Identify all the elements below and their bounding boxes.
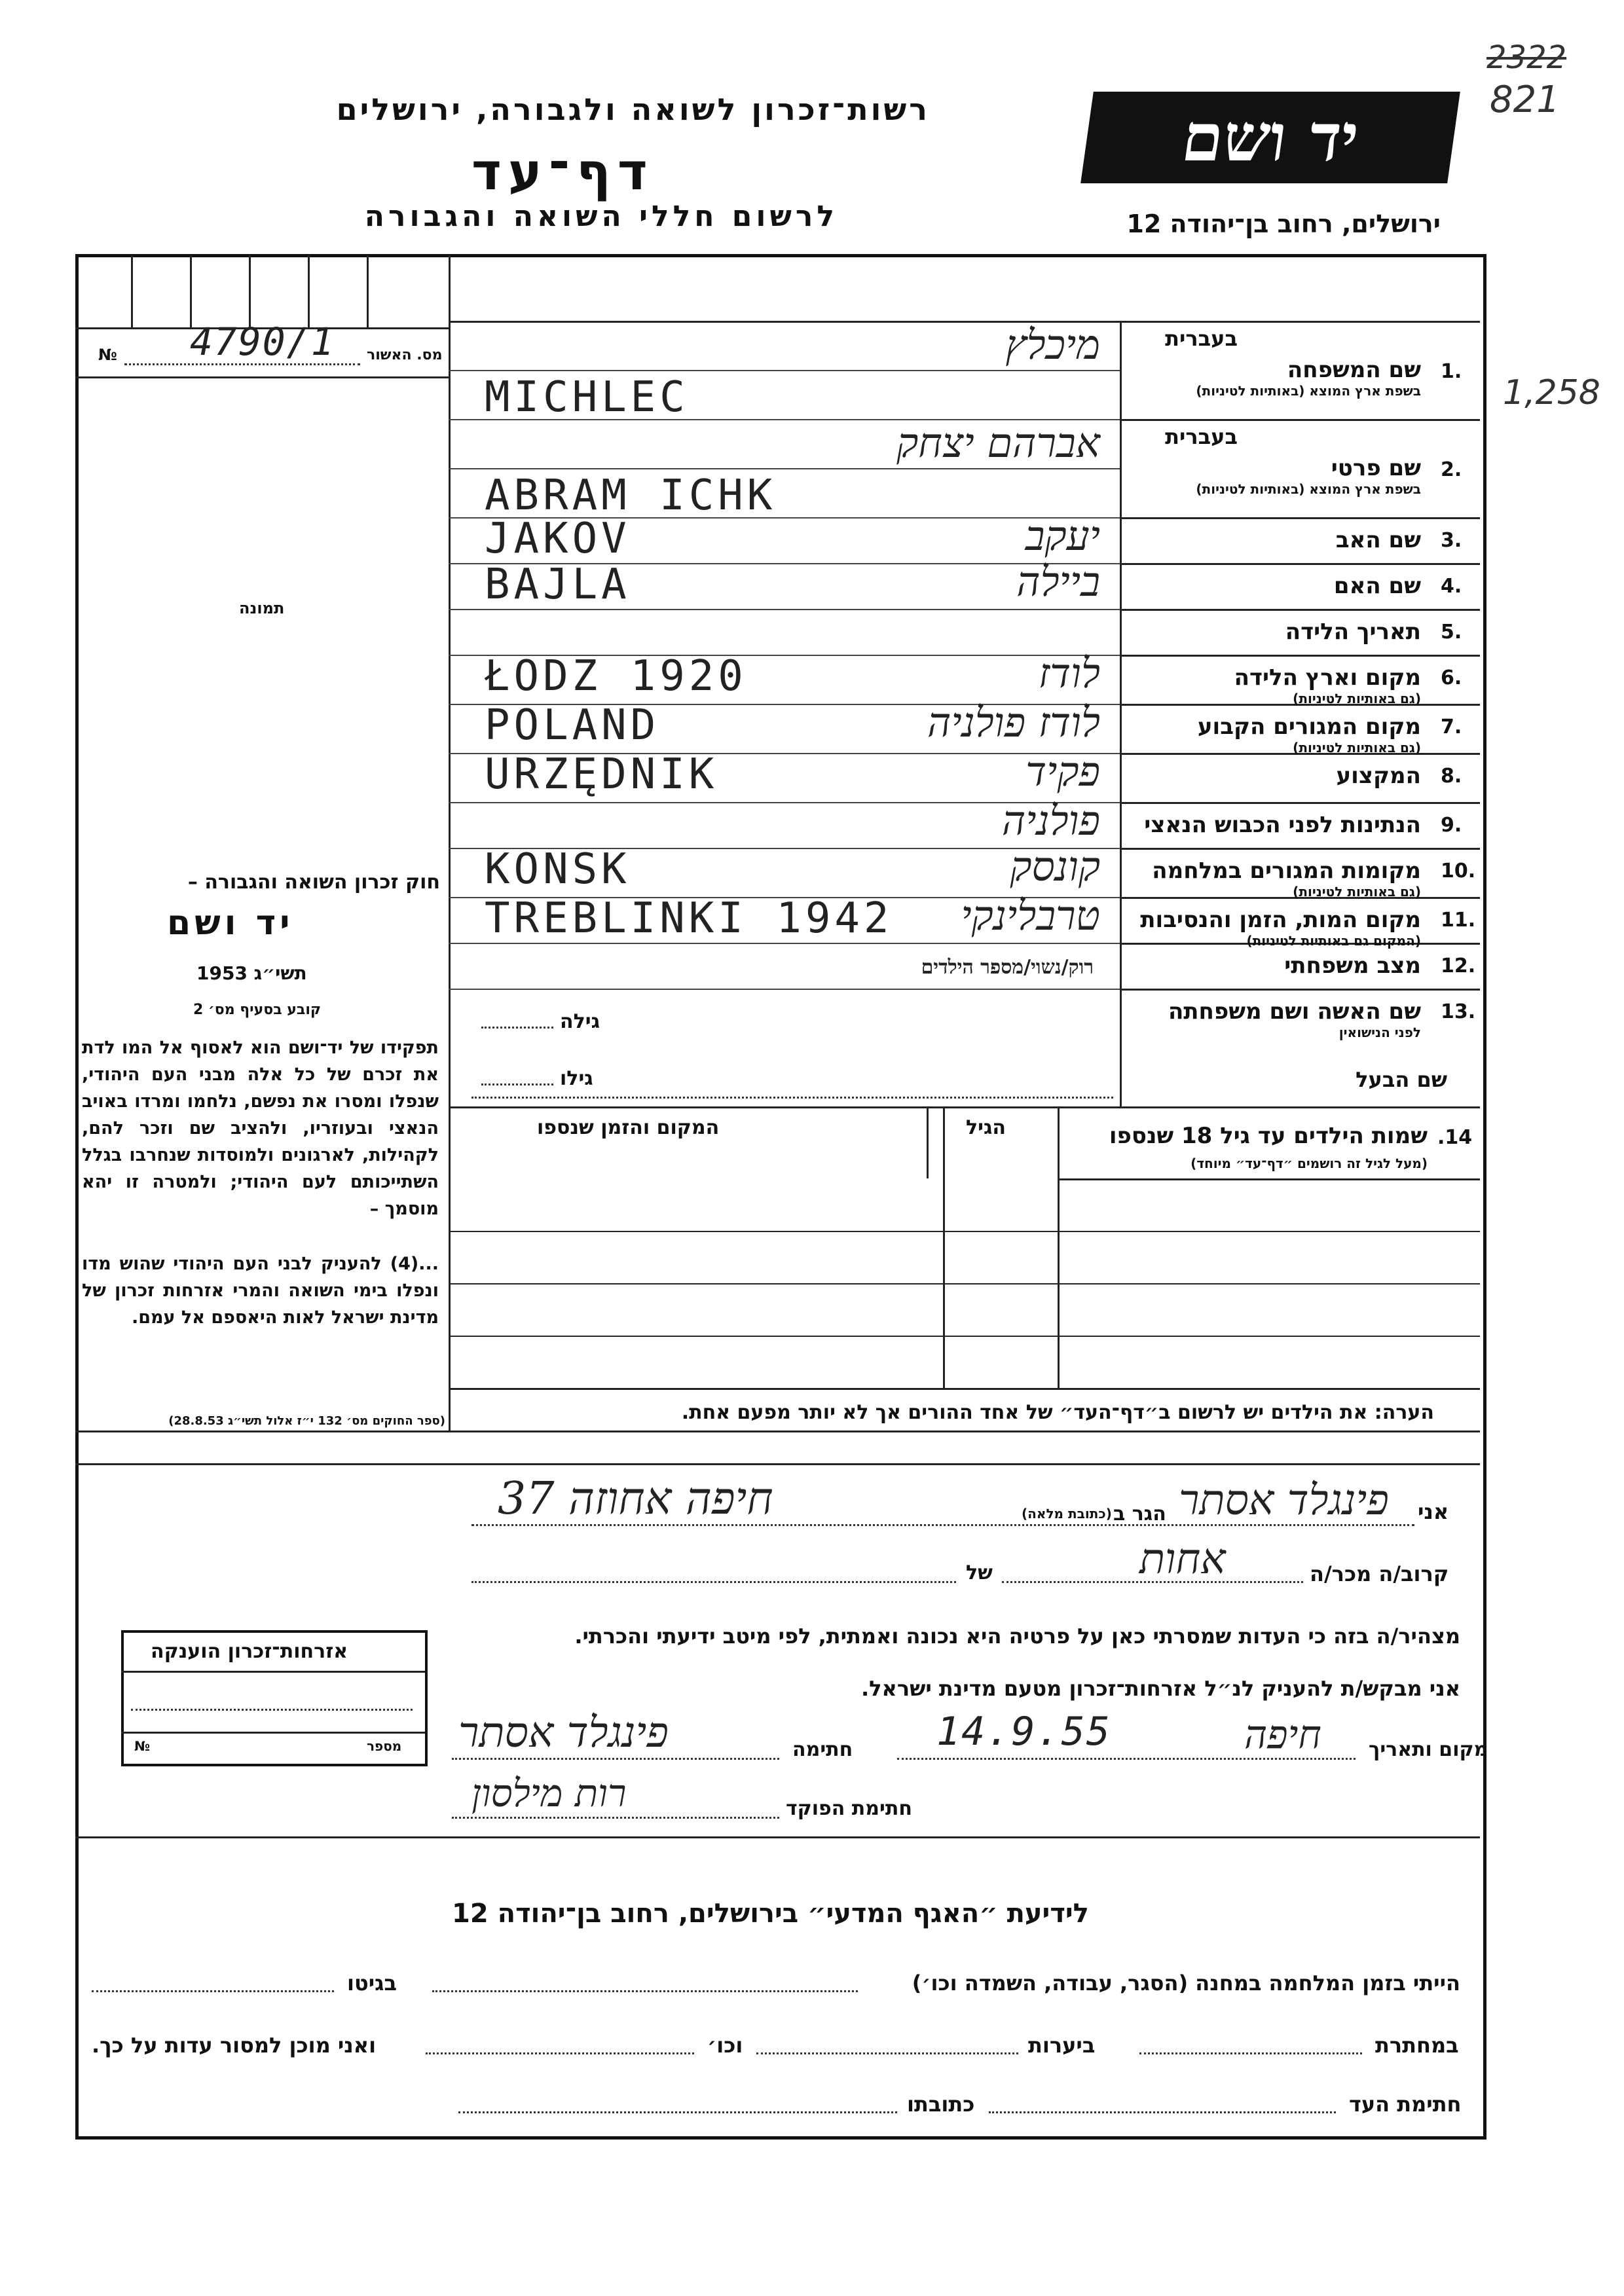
row13-age-f: גילה bbox=[560, 1010, 600, 1033]
row13-age-m: גילו bbox=[560, 1067, 593, 1090]
row-label: מקום המות, הזמן והנסיבות (המקום גם באותיות לטיניות) bbox=[1140, 907, 1421, 949]
decl-signature-label: חתימה bbox=[792, 1738, 853, 1761]
footer-line2a: במחתרת bbox=[1375, 2033, 1459, 2058]
row-number: 11. bbox=[1441, 909, 1476, 932]
row-value-latin: MICHLEC bbox=[485, 373, 689, 422]
row-label: תאריך הלידה bbox=[1285, 619, 1421, 645]
header-title: דף־עד bbox=[471, 143, 654, 202]
approval-value: 4790/1 bbox=[190, 319, 335, 364]
decl-name: פינגלד אסתר bbox=[1179, 1476, 1389, 1525]
row-label: הנתינות לפני הכבוש הנאצי bbox=[1144, 812, 1421, 838]
row-top-label: בעברית bbox=[1165, 424, 1238, 449]
row-number: 6. bbox=[1441, 666, 1462, 689]
row-value-latin: TREBLINKI 1942 bbox=[485, 894, 893, 943]
row14-num: 14. bbox=[1437, 1126, 1473, 1149]
approval-no-sign: № bbox=[98, 346, 117, 364]
decl-clerk-label: חתימת הפוקד bbox=[786, 1797, 912, 1820]
law-name: יד ושם bbox=[167, 903, 294, 943]
row-number: 2. bbox=[1441, 458, 1462, 481]
decl-clerk: רות מילסון bbox=[471, 1771, 627, 1815]
row-label: המקצוע bbox=[1336, 763, 1421, 789]
header-authority: רשות־זכרון לשואה ולגבורה, ירושלים bbox=[336, 92, 930, 127]
corner-crossed-number: 2322 bbox=[1486, 39, 1567, 76]
row14-label: שמות הילדים עד גיל 18 שנספו bbox=[1109, 1123, 1428, 1149]
row-top-label: בעברית bbox=[1165, 326, 1238, 351]
row-value-hebrew: מיכלץ bbox=[1005, 321, 1100, 369]
footer-title: לידיעת ״האגף המדעי״ בירושלים, רחוב בן־יהודה 12 bbox=[452, 1899, 1089, 1929]
row-label: מקום וארץ הלידה (גם באותיות לטיניות) bbox=[1234, 665, 1421, 706]
law-ref: (ספר החוקים מס׳ 132 י״ז אלול תשי״ג 28.8.53) bbox=[168, 1414, 445, 1428]
citizenship-box-title: אזרחות־זכרון הוענקה bbox=[151, 1640, 348, 1663]
row-value-hebrew: קונסק bbox=[1010, 843, 1100, 890]
row-label: מקום המגורים הקבוע (גם באותיות לטיניות) bbox=[1197, 714, 1421, 756]
row-value-hebrew: לודז פולניה bbox=[927, 699, 1100, 746]
row-label: מצב משפחתי bbox=[1284, 953, 1421, 979]
logo-text: יד ושם bbox=[1177, 99, 1364, 176]
row-value-latin: ABRAM ICHK bbox=[485, 471, 777, 520]
row-value-latin: KONSK bbox=[485, 845, 631, 894]
decl-i: אני bbox=[1418, 1499, 1449, 1524]
header-subtitle: לרשום חללי השואה והגבורה bbox=[364, 200, 838, 233]
logo bbox=[1080, 92, 1460, 183]
header-address: ירושלים, רחוב בן־יהודה 12 bbox=[1126, 210, 1441, 238]
footer-line3b: כתובתו bbox=[907, 2092, 975, 2117]
decl-relative: קרוב/ה מכר/ה bbox=[1310, 1561, 1449, 1586]
row-value-latin: URZĘDNIK bbox=[485, 750, 718, 799]
footer-line1a: הייתי בזמן המלחמה במחנה (הסגר, עבודה, השמדה וכו׳) bbox=[912, 1971, 1460, 1995]
row-value-latin: ŁODZ 1920 bbox=[485, 652, 747, 701]
note: הערה: את הילדים יש לרשום ב״דף־העד״ של אחד ההורים אך לא יותר מפעם אחת. bbox=[681, 1401, 1434, 1424]
decl-signature: פינגלד אסתר bbox=[458, 1709, 669, 1757]
decl-relation: אחות bbox=[1139, 1535, 1226, 1584]
corner-number: 821 bbox=[1490, 79, 1560, 121]
law-clause: קובע בסעיף מס׳ 2 bbox=[193, 1002, 322, 1018]
side-number: 1,258 bbox=[1503, 373, 1600, 412]
row-label: שם האב bbox=[1335, 527, 1421, 553]
approval-label: מס. האשור bbox=[367, 347, 443, 363]
row-value-hebrew: טרבלינקי bbox=[961, 892, 1100, 939]
row-value-hebrew: רוק/נשוי/מספר הילדים bbox=[921, 956, 1094, 979]
row-number: 8. bbox=[1441, 765, 1462, 788]
row-number: 13. bbox=[1441, 1000, 1476, 1023]
decl-address: חיפה אחוזה 37 bbox=[498, 1473, 773, 1525]
row-number: 5. bbox=[1441, 621, 1462, 644]
decl-request: אני מבקש/ת להעניק לנ״ל אזרחות־זכרון מטעם מדינת ישראל. bbox=[861, 1676, 1460, 1701]
law-year: תשי״ג 1953 bbox=[196, 962, 307, 984]
row-number: 7. bbox=[1441, 716, 1462, 738]
law-text: תפקידו של יד־ושם הוא לאסוף אל המו לדת את זכרם של כל אלה מבני העם היהודי, שנפלו ומסרו את נפשם, נלחמו ומרדו באויב הנאצי ובעוזריו, ולהציב שם וזכר להם, לקהילות, לארגונים ולמוסדות שנחרבו בגלל השתייכותם לעם היהודי; ולמטרה זו יהא מוסמך – bbox=[82, 1038, 439, 1219]
row13-husband: שם הבעל bbox=[1356, 1067, 1447, 1092]
citizenship-box-no-sign: № bbox=[134, 1738, 151, 1754]
row14-col-place: המקום והזמן שנספו bbox=[537, 1116, 720, 1139]
footer-line2d: ואני מוכן למסור עדות על כך. bbox=[92, 2033, 377, 2058]
row-value-hebrew: אברהם יצחק bbox=[896, 419, 1100, 467]
row-number: 1. bbox=[1441, 360, 1462, 383]
row-label: שם האם bbox=[1333, 573, 1421, 599]
citizenship-box-no: מספר bbox=[367, 1738, 402, 1754]
row-value-hebrew: יעקב bbox=[1025, 512, 1100, 560]
row-label: שם פרטי בשפת ארץ המוצא (באותיות לטיניות) bbox=[1196, 455, 1421, 497]
decl-address-hint: (כתובת מלאה) bbox=[1022, 1506, 1112, 1522]
row-number: 12. bbox=[1441, 955, 1476, 977]
row-number: 4. bbox=[1441, 575, 1462, 598]
decl-of: של bbox=[966, 1561, 993, 1584]
footer-line2b: ביערות bbox=[1028, 2033, 1096, 2058]
row-value-hebrew: ביילה bbox=[1016, 558, 1100, 606]
row-label: מקומות המגורים במלחמה (גם באותיות לטיניות) bbox=[1152, 858, 1421, 900]
row-value-latin: BAJLA bbox=[485, 560, 631, 609]
decl-place: חיפה bbox=[1244, 1712, 1321, 1758]
decl-statement: מצהיר/ה בזה כי העדות שמסרתי כאן על פרטיה היא נכונה ואמתית, לפי מיטב ידיעתי והכרתי. bbox=[574, 1624, 1460, 1649]
law-text2: ...(4) להעניק לבני העם היהודי שהוש מדו ונפלו בימי השואה והמרי אזרחות זכרון של מדינת ישראל לאות היאספם אל עמם. bbox=[82, 1254, 439, 1328]
row-value-hebrew: פקיד bbox=[1025, 748, 1100, 795]
row14-col-age: הגיל bbox=[966, 1116, 1006, 1139]
row-label: שם האשה ושם משפחתה לפני הנישואין bbox=[1168, 998, 1421, 1040]
row-value-latin: POLAND bbox=[485, 701, 660, 750]
row14-sub: (מעל לגיל זה רושמים ״דף־עד״ מיוחד) bbox=[1190, 1156, 1428, 1171]
row-value-hebrew: לודז bbox=[1038, 649, 1100, 697]
decl-resident: הגר ב bbox=[1113, 1503, 1166, 1525]
footer-line1b: בגיטו bbox=[347, 1971, 397, 1995]
law-title: חוק זכרון השואה והגבורה – bbox=[187, 871, 440, 894]
photo-label: תמונה bbox=[239, 599, 285, 617]
row-number: 9. bbox=[1441, 814, 1462, 837]
decl-date: 14.9.55 bbox=[936, 1709, 1111, 1755]
decl-place-date-label: מקום ותאריך bbox=[1369, 1738, 1488, 1761]
row-number: 10. bbox=[1441, 860, 1476, 883]
row-value-hebrew: פולניה bbox=[1001, 797, 1100, 845]
row-number: 3. bbox=[1441, 529, 1462, 552]
footer-line2c: וכו׳ bbox=[707, 2033, 743, 2058]
row-value-latin: JAKOV bbox=[485, 515, 631, 563]
footer-line3a: חתימת העד bbox=[1349, 2092, 1462, 2117]
row-label: שם המשפחה בשפת ארץ המוצא (באותיות לטיניות) bbox=[1196, 357, 1421, 399]
